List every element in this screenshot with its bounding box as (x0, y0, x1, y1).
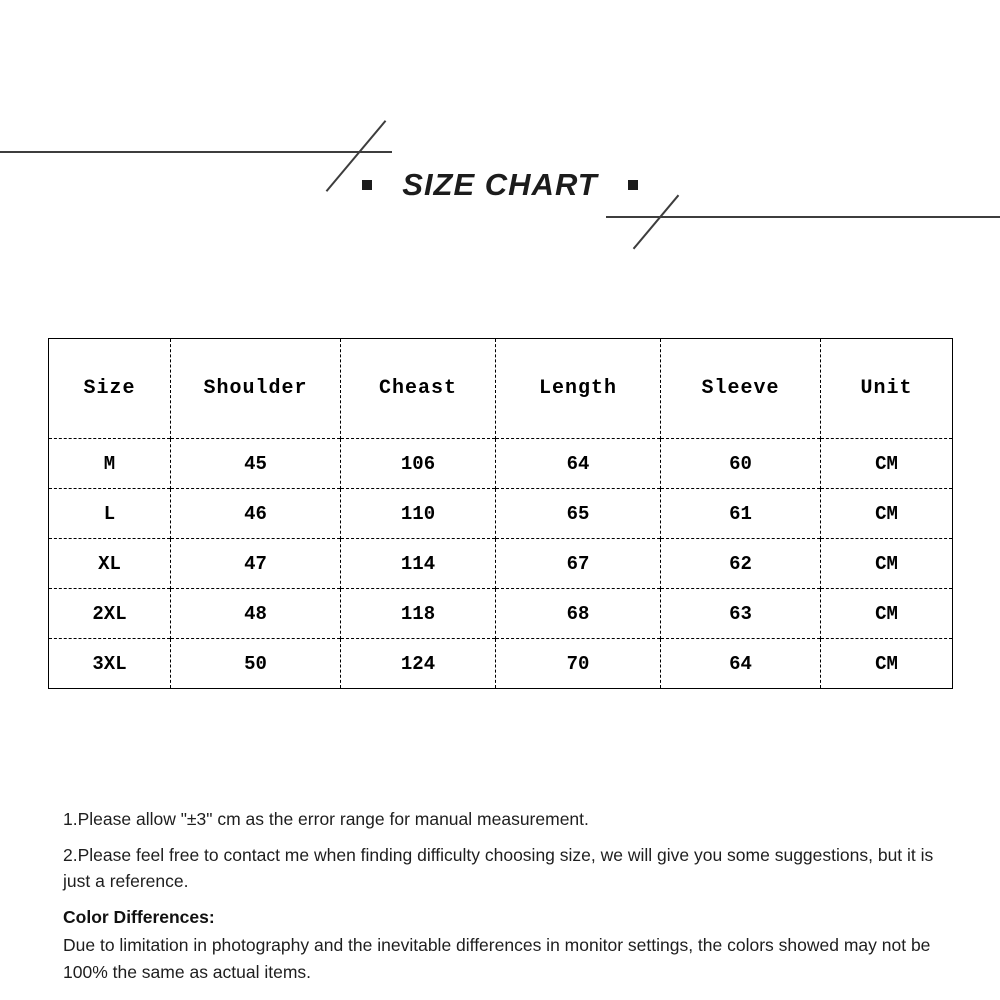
cell-length: 70 (496, 639, 661, 689)
cell-shoulder: 45 (171, 439, 341, 489)
title-row (0, 167, 1000, 203)
cell-size: L (49, 489, 171, 539)
table-row-l (49, 489, 953, 539)
cell-shoulder: 50 (171, 639, 341, 689)
cell-size: 2XL (49, 589, 171, 639)
column-header-cheast: Cheast (341, 339, 496, 439)
column-header-shoulder: Shoulder (171, 339, 341, 439)
size-chart-table (48, 338, 953, 689)
note-color-differences: Due to limitation in photography and the inevitable differences in monitor settings, the colors showed may not be 100% the same as actual items. (63, 935, 931, 982)
notes-section (63, 806, 948, 995)
cell-cheast: 106 (341, 439, 496, 489)
cell-cheast: 114 (341, 539, 496, 589)
decorative-line-right (606, 216, 1000, 218)
column-header-length: Length (496, 339, 661, 439)
table-row-m (49, 439, 953, 489)
cell-unit: CM (821, 539, 953, 589)
note-contact: 2.Please feel free to contact me when finding difficulty choosing size, we will give you some suggestions, but it is just a reference. (63, 844, 934, 892)
cell-length: 64 (496, 439, 661, 489)
cell-sleeve: 61 (661, 489, 821, 539)
table-row-xl (49, 539, 953, 589)
table-row-2xl (49, 589, 953, 639)
cell-size: 3XL (49, 639, 171, 689)
size-chart-table-wrap (48, 338, 952, 689)
cell-unit: CM (821, 639, 953, 689)
table-row-3xl (49, 639, 953, 689)
column-header-size: Size (83, 377, 136, 400)
column-header-sleeve: Sleeve (661, 339, 821, 439)
cell-shoulder: 48 (171, 589, 341, 639)
cell-sleeve: 64 (661, 639, 821, 689)
column-header-unit: Unit (821, 339, 953, 439)
cell-shoulder: 46 (171, 489, 341, 539)
cell-shoulder: 47 (171, 539, 341, 589)
square-bullet-right-icon (628, 180, 638, 190)
cell-sleeve: 63 (661, 589, 821, 639)
cell-length: 67 (496, 539, 661, 589)
cell-length: 65 (496, 489, 661, 539)
cell-length: 68 (496, 589, 661, 639)
cell-cheast: 124 (341, 639, 496, 689)
cell-sleeve: 62 (661, 539, 821, 589)
note-measurement: 1.Please allow "±3" cm as the error range for manual measurement. (63, 809, 589, 829)
page-title: SIZE CHART (402, 167, 598, 202)
cell-cheast: 118 (341, 589, 496, 639)
cell-sleeve: 60 (661, 439, 821, 489)
cell-size: XL (49, 539, 171, 589)
cell-unit: CM (821, 489, 953, 539)
cell-cheast: 110 (341, 489, 496, 539)
color-differences-heading: Color Differences: (63, 906, 215, 927)
cell-size: M (49, 439, 171, 489)
header-row (49, 339, 953, 439)
square-bullet-left-icon (362, 180, 372, 190)
cell-unit: CM (821, 439, 953, 489)
cell-unit: CM (821, 589, 953, 639)
decorative-line-left (0, 151, 392, 153)
